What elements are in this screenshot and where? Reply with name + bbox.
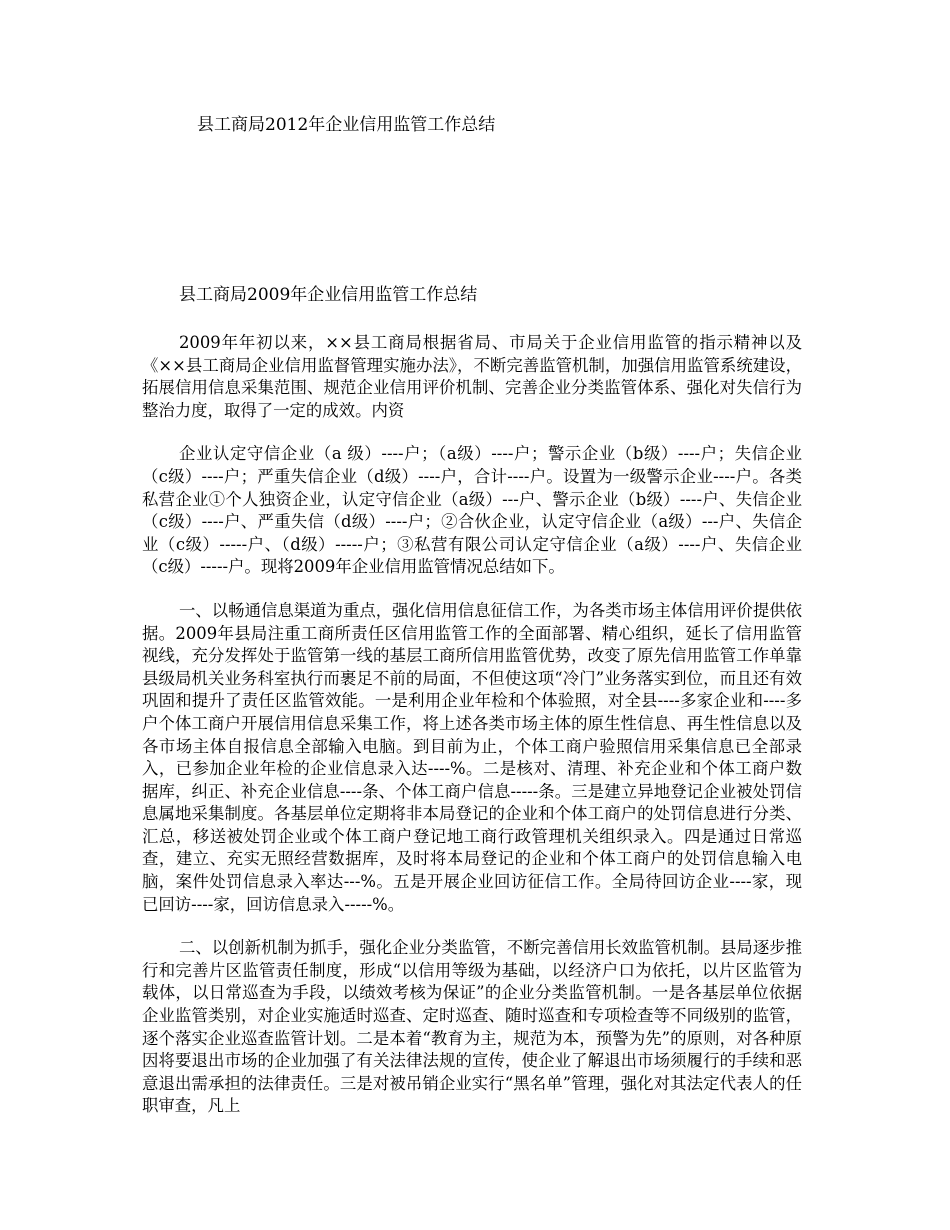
document-title: 县工商局2012年企业信用监管工作总结 <box>197 115 496 135</box>
paragraph-section-two: 二、以创新机制为抓手，强化企业分类监管，不断完善信用长效监管机制。县局逐步推行和完善片区监管责任制度，形成“以信用等级为基础，以经济户口为依托，以片区监管为载体，以日常巡查为手段，以绩效考核为保证”的企业分类监管机制。一是各基层单位依据企业监管类别，对企业实施适时巡查、定时巡查、随时巡查和专项检查等不同级别的监管，逐个落实企业巡查监管计划。二是本着“教育为主，规范为本，预警为先”的原则，对各种原因将要退出市场的企业加强了有关法律法规的宣传，使企业了解退出市场须履行的手续和恶意退出需承担的法律责任。三是对被吊销企业实行“黑名单”管理，强化对其法定代表人的任职审查，凡上 <box>142 938 802 1116</box>
document-body <box>142 283 802 1139</box>
paragraph-enterprise-ratings: 企业认定守信企业（a 级）----户；（a级）----户；警示企业（b级）----户；失信企业（c级）----户；严重失信企业（d级）----户，合计----户。设置为一级警示企业----户。各类私营企业①个人独资企业，认定守信企业（a级）---户、警示企业（b级）----户、失信企业（c级）----户、严重失信（d级）----户；②合伙企业，认定守信企业（a级）---户、失信企业（c级）-----户、（d级）-----户；③私营有限公司认定守信企业（a级）----户、失信企业（c级）-----户。现将2009年企业信用监管情况总结如下。 <box>142 444 802 577</box>
paragraph-intro: 2009年年初以来，××县工商局根据省局、市局关于企业信用监管的指示精神以及《××县工商局企业信用监督管理实施办法》，不断完善监管机制，加强信用监管系统建设，拓展信用信息采集范围、规范企业信用评价机制、完善企业分类监管体系、强化对失信行为整治力度，取得了一定的成效。内资 <box>142 333 802 420</box>
document-subtitle: 县工商局2009年企业信用监管工作总结 <box>179 285 478 305</box>
paragraph-section-one: 一、以畅通信息渠道为重点，强化信用信息征信工作，为各类市场主体信用评价提供依据。2009年县局注重工商所责任区信用监管工作的全面部署、精心组织，延长了信用监管视线，充分发挥处于监管第一线的基层工商所信用监管优势，改变了原先信用监管工作单靠县级局机关业务科室执行而裹足不前的局面，不但使这项“冷门”业务落实到位，而且还有效巩固和提升了责任区监管效能。一是利用企业年检和个体验照，对全县----多家企业和----多户个体工商户开展信用信息采集工作，将上述各类市场主体的原生性信息、再生性信息以及各市场主体自报信息全部输入电脑。到目前为止，个体工商户验照信用采集信息已全部录入，已参加企业年检的企业信息录入达----%。二是核对、清理、补充企业和个体工商户数据库，纠正、补充企业信息----条、个体工商户信息-----条。三是建立异地登记企业被处罚信息属地采集制度。各基层单位定期将非本局登记的企业和个体工商户的处罚信息进行分类、汇总，移送被处罚企业或个体工商户登记地工商行政管理机关组织录入。四是通过日常巡查，建立、充实无照经营数据库，及时将本局登记的企业和个体工商户的处罚信息输入电脑，案件处罚信息录入率达---%。五是开展企业回访征信工作。全局待回访企业----家，现已回访----家，回访信息录入-----%。 <box>142 600 802 914</box>
